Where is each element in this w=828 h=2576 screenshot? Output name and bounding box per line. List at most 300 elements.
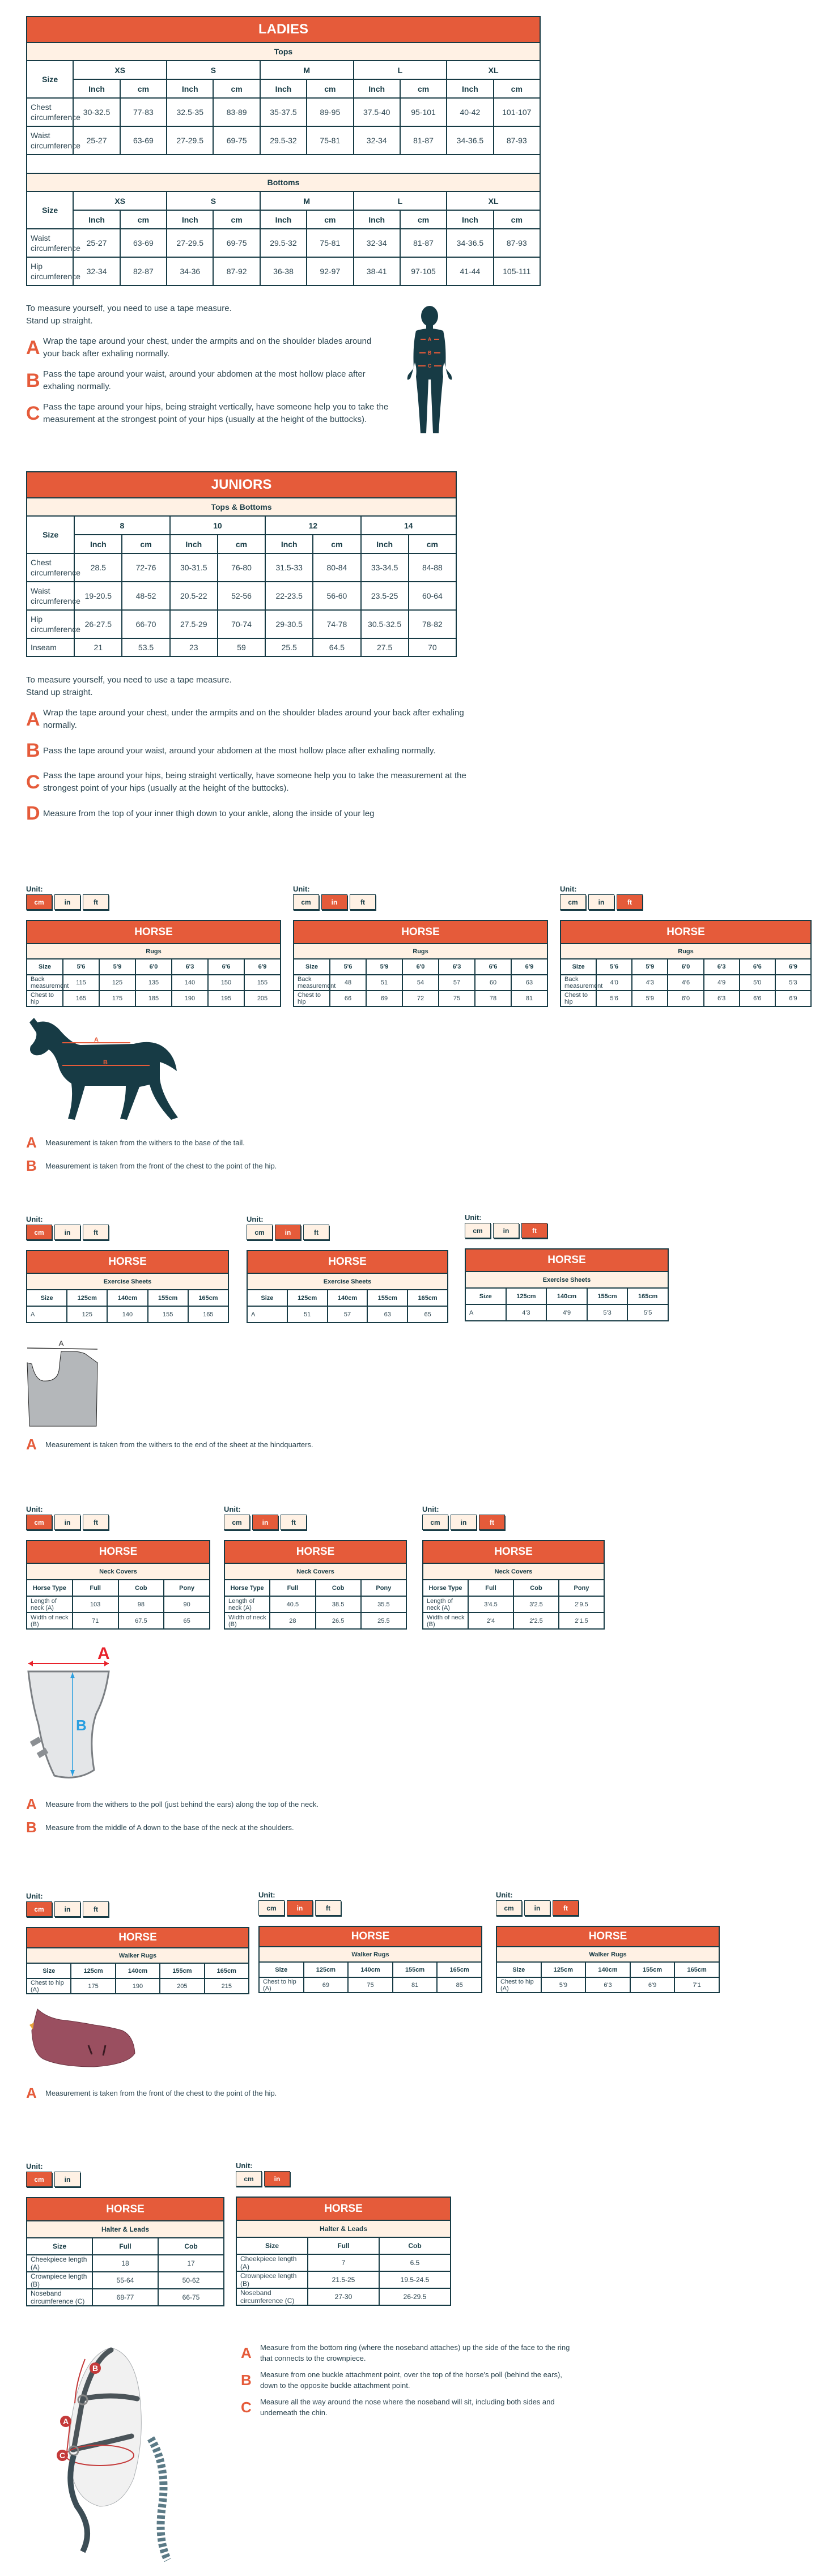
table-title: HORSE — [496, 1926, 719, 1947]
unit-label: Unit: — [496, 1891, 513, 1899]
column-header: 6'6 — [475, 959, 511, 975]
size-m: M — [260, 191, 354, 210]
cell-value: 35.5 — [361, 1596, 406, 1613]
column-header: Cob — [379, 2237, 451, 2254]
cell-value: 85 — [437, 1977, 482, 1993]
unit-label: Unit: — [293, 885, 310, 893]
row-label: Length of neck (A) — [224, 1596, 270, 1613]
cell-value: 66 — [330, 991, 366, 1006]
table-subtitle: Rugs — [27, 944, 281, 959]
note-letter: B — [26, 1157, 37, 1174]
unit-header-inch: Inch — [170, 535, 218, 553]
cell-value: 2'4 — [468, 1613, 513, 1629]
column-header: 140cm — [348, 1962, 393, 1977]
cell-value: 4'9 — [546, 1304, 587, 1321]
row-label: Length of neck (A) — [27, 1596, 73, 1613]
cell-value: 90 — [164, 1596, 210, 1613]
cell-value: 34-36.5 — [447, 229, 493, 257]
unit-button-ft[interactable]: ft — [553, 1900, 579, 1916]
table-row — [27, 553, 456, 582]
cell-value: 64.5 — [313, 638, 360, 656]
exercise-in-chart — [247, 1215, 448, 1323]
unit-selector — [293, 894, 548, 910]
column-header: 5'6 — [596, 959, 632, 975]
step-letter: C — [26, 771, 40, 793]
row-label: A — [247, 1306, 287, 1323]
step-text: Pass the tape around your hips, being straight vertically, have someone help you to take the measurement at the strongest point of your hips (usually at the height of the buttocks). — [43, 402, 389, 424]
unit-button-ft[interactable]: ft — [479, 1515, 505, 1530]
column-header: 6'3 — [439, 959, 475, 975]
unit-header-cm: cm — [213, 79, 260, 98]
unit-button-in[interactable]: in — [54, 894, 80, 910]
unit-button-cm[interactable]: cm — [224, 1515, 250, 1530]
note-letter: A — [26, 2084, 37, 2101]
cell-value: 72 — [402, 991, 439, 1006]
unit-button-cm[interactable]: cm — [293, 894, 319, 910]
table-row — [27, 1596, 210, 1613]
unit-button-cm[interactable]: cm — [258, 1900, 285, 1916]
section-subtitle: Bottoms — [27, 173, 540, 191]
column-header: Horse Type — [27, 1580, 73, 1596]
cell-value: 17 — [158, 2255, 224, 2272]
unit-button-in[interactable]: in — [54, 1225, 80, 1240]
table-title: HORSE — [247, 1251, 448, 1273]
cell-value: 6.5 — [379, 2254, 451, 2271]
cell-value: 38.5 — [316, 1596, 361, 1613]
cell-value: 25.5 — [361, 1613, 406, 1629]
horse-size-table — [258, 1926, 482, 1993]
header-row — [423, 1580, 604, 1596]
intro-line: Stand up straight. — [26, 316, 93, 326]
unit-header-inch: Inch — [354, 79, 400, 98]
note-letter: A — [241, 2344, 252, 2361]
column-header: Full — [308, 2237, 379, 2254]
unit-button-cm[interactable]: cm — [465, 1223, 491, 1238]
cell-value: 51 — [287, 1306, 328, 1323]
unit-button-in[interactable]: in — [54, 1901, 80, 1917]
table-title: JUNIORS — [27, 472, 456, 498]
cell-value: 97-105 — [400, 257, 447, 285]
row-label: Chest to hip (A) — [27, 1978, 71, 1994]
ladies-table — [26, 16, 541, 286]
row-label: Back measurement — [294, 975, 330, 991]
cell-value: 25-27 — [73, 229, 120, 257]
cell-value: 69-75 — [213, 229, 260, 257]
column-header: Size — [247, 1290, 287, 1306]
table-row — [561, 991, 811, 1006]
unit-button-in[interactable]: in — [264, 2171, 290, 2186]
column-header: 165cm — [407, 1290, 448, 1306]
cell-value: 38-41 — [354, 257, 400, 285]
column-header: 6'0 — [668, 959, 703, 975]
unit-selector — [465, 1223, 669, 1238]
cell-value: 78 — [475, 991, 511, 1006]
row-label: Chest to hip — [27, 991, 63, 1006]
table-row — [27, 229, 540, 257]
column-header: 165cm — [437, 1962, 482, 1977]
size-header: Size — [27, 61, 73, 98]
unit-button-in[interactable]: in — [287, 1900, 313, 1916]
cell-value: 75 — [348, 1977, 393, 1993]
unit-button-ft[interactable]: ft — [281, 1515, 307, 1530]
unit-header-cm: cm — [307, 210, 353, 229]
unit-button-cm[interactable]: cm — [496, 1900, 522, 1916]
neck-cm-chart — [26, 1505, 210, 1630]
unit-button-ft[interactable]: ft — [83, 1225, 109, 1240]
cell-value: 37.5-40 — [354, 98, 400, 126]
unit-button-ft[interactable]: ft — [83, 1901, 109, 1917]
size-s: S — [167, 61, 260, 79]
note-text: Measure all the way around the nose where the noseband will sit, including both sides and underneath the chin. — [260, 2398, 555, 2417]
note-text: Measure from the bottom ring (where the noseband attaches) up the side of the face to the ring that connects to the crownpiece. — [260, 2343, 570, 2362]
size-xs: XS — [73, 191, 167, 210]
cell-value: 81 — [511, 991, 547, 1006]
column-header: 125cm — [304, 1962, 349, 1977]
header-row — [561, 959, 811, 975]
cell-value: 31.5-33 — [265, 553, 313, 582]
cell-value: 30-31.5 — [170, 553, 218, 582]
table-title: HORSE — [27, 1541, 210, 1563]
cell-value: 74-78 — [313, 610, 360, 638]
unit-header-inch: Inch — [265, 535, 313, 553]
cell-value: 125 — [67, 1306, 107, 1323]
cell-value: 125 — [99, 975, 135, 991]
figure-label-a: A — [94, 1037, 99, 1043]
unit-selector — [26, 1901, 249, 1917]
column-header: 125cm — [506, 1288, 547, 1304]
unit-button-in[interactable]: in — [451, 1515, 477, 1530]
cell-value: 48-52 — [122, 582, 169, 610]
column-header: 165cm — [674, 1962, 719, 1977]
header-row — [294, 959, 547, 975]
unit-selector — [247, 1225, 448, 1240]
cell-value: 26-29.5 — [379, 2288, 451, 2305]
cell-value: 2'1.5 — [559, 1613, 604, 1629]
column-header: 6'0 — [135, 959, 172, 975]
unit-header-inch: Inch — [74, 535, 122, 553]
table-row — [27, 2289, 224, 2306]
unit-label: Unit: — [465, 1213, 482, 1222]
note-text: Measure from the middle of A down to the base of the neck at the shoulders. — [45, 1823, 294, 1832]
column-header: Pony — [164, 1580, 210, 1596]
cell-value: 66-70 — [122, 610, 169, 638]
unit-header-inch: Inch — [260, 210, 307, 229]
cell-value: 78-82 — [409, 610, 456, 638]
unit-header-inch: Inch — [73, 79, 120, 98]
cell-value: 80-84 — [313, 553, 360, 582]
cell-value: 155 — [244, 975, 281, 991]
spacer-row — [27, 155, 540, 173]
column-header: 140cm — [585, 1962, 630, 1977]
cell-value: 26-27.5 — [74, 610, 122, 638]
unit-label: Unit: — [26, 1892, 43, 1900]
figure-label-b: B — [76, 1717, 87, 1734]
row-label: Chest to hip — [294, 991, 330, 1006]
cell-value: 70-74 — [218, 610, 265, 638]
walker-rug-figure — [26, 2008, 139, 2070]
row-label: Waist circumference — [27, 229, 73, 257]
juniors-size-chart — [26, 471, 457, 657]
horse-silhouette-figure — [26, 1017, 190, 1130]
column-header: 6'6 — [740, 959, 775, 975]
table-row — [423, 1613, 604, 1629]
cell-value: 25-27 — [73, 126, 120, 155]
table-row — [465, 1304, 668, 1321]
column-header: 5'9 — [99, 959, 135, 975]
walker-ft-chart — [496, 1891, 720, 1993]
unit-header-inch: Inch — [73, 210, 120, 229]
unit-button-in[interactable]: in — [54, 2172, 80, 2187]
note-text: Measurement is taken from the front of the chest to the point of the hip. — [45, 1162, 277, 1170]
size-table-wrap — [236, 2197, 451, 2306]
step-text: Wrap the tape around your chest, under the armpits and on the shoulder blades around your back after exhaling normally. — [43, 336, 372, 359]
unit-selector — [26, 2172, 224, 2187]
unit-button-cm[interactable]: cm — [560, 894, 586, 910]
cell-value: 5'9 — [541, 1977, 586, 1993]
figure-label-c: C — [59, 2451, 66, 2460]
cell-value: 22-23.5 — [265, 582, 313, 610]
size-header: Size — [27, 191, 73, 229]
unit-button-in[interactable]: in — [321, 894, 347, 910]
intro-line: To measure yourself, you need to use a tape measure. — [26, 675, 232, 685]
measure-step — [26, 740, 491, 762]
unit-label: Unit: — [560, 885, 577, 893]
measure-step — [26, 707, 491, 732]
cell-value: 5'5 — [627, 1304, 668, 1321]
size-10: 10 — [170, 516, 265, 535]
cell-value: 4'3 — [632, 975, 668, 991]
cell-value: 205 — [160, 1978, 204, 1994]
table-subtitle: Neck Covers — [27, 1563, 210, 1580]
horse-size-table — [422, 1540, 605, 1630]
unit-button-ft[interactable]: ft — [83, 894, 109, 910]
unit-button-cm[interactable]: cm — [236, 2171, 262, 2186]
cell-value: 27.5-29 — [170, 610, 218, 638]
unit-button-cm[interactable]: cm — [26, 1225, 52, 1240]
column-header: 140cm — [328, 1290, 368, 1306]
unit-button-in[interactable]: in — [275, 1225, 301, 1240]
unit-selector — [496, 1900, 720, 1916]
column-header: 5'9 — [632, 959, 668, 975]
unit-button-ft[interactable]: ft — [521, 1223, 547, 1238]
column-header: Horse Type — [224, 1580, 270, 1596]
table-subtitle: Rugs — [561, 944, 811, 959]
unit-button-in[interactable]: in — [54, 1515, 80, 1530]
cell-value: 63 — [367, 1306, 407, 1323]
table-row — [259, 1977, 482, 1993]
unit-button-in[interactable]: in — [588, 894, 614, 910]
size-m: M — [260, 61, 354, 79]
column-header: 6'3 — [704, 959, 740, 975]
size-table-wrap — [26, 1250, 229, 1323]
cell-value: 140 — [172, 975, 208, 991]
table-subtitle: Walker Rugs — [259, 1947, 482, 1962]
column-header: 155cm — [160, 1963, 204, 1978]
cell-value: 103 — [73, 1596, 118, 1613]
unit-button-cm[interactable]: cm — [247, 1225, 273, 1240]
step-text: Pass the tape around your waist, around your abdomen at the most hollow place after exhaling normally. — [43, 369, 366, 391]
cell-value: 87-93 — [494, 126, 540, 155]
measure-step — [26, 335, 389, 360]
column-header: Size — [465, 1288, 506, 1304]
size-l: L — [354, 191, 447, 210]
table-row — [27, 1306, 228, 1323]
cell-value: 32-34 — [354, 229, 400, 257]
column-header: Full — [270, 1580, 315, 1596]
unit-button-cm[interactable]: cm — [422, 1515, 448, 1530]
table-subtitle: Walker Rugs — [27, 1948, 249, 1963]
neck-ft-chart — [422, 1505, 605, 1630]
size-12: 12 — [265, 516, 360, 535]
figure-label-b: B — [103, 1059, 108, 1066]
table-row — [27, 2255, 224, 2272]
column-header: Size — [561, 959, 596, 975]
exercise-notes — [26, 1436, 366, 1459]
cell-value: 2'9.5 — [559, 1596, 604, 1613]
cell-value: 5'0 — [740, 975, 775, 991]
halter-notes — [241, 2342, 581, 2424]
table-subtitle: Exercise Sheets — [465, 1272, 668, 1288]
unit-button-in[interactable]: in — [493, 1223, 519, 1238]
unit-button-ft[interactable]: ft — [350, 894, 376, 910]
cell-value: 5'6 — [596, 991, 632, 1006]
cell-value: 53.5 — [122, 638, 169, 656]
cell-value: 48 — [330, 975, 366, 991]
row-label: Crownpiece length (B) — [27, 2272, 92, 2289]
unit-label: Unit: — [26, 1505, 43, 1513]
cell-value: 21.5-25 — [308, 2271, 379, 2288]
unit-button-ft[interactable]: ft — [617, 894, 643, 910]
guide-intro-text — [26, 302, 389, 327]
table-title: HORSE — [561, 920, 811, 944]
cell-value: 215 — [205, 1978, 249, 1994]
table-row — [294, 991, 547, 1006]
row-label: Back measurement — [561, 975, 596, 991]
horse-size-table — [26, 2197, 224, 2306]
horse-size-table — [465, 1248, 669, 1321]
cell-value: 41-44 — [447, 257, 493, 285]
cell-value: 4'9 — [704, 975, 740, 991]
size-s: S — [167, 191, 260, 210]
unit-label: Unit: — [224, 1505, 241, 1513]
unit-label: Unit: — [26, 885, 43, 893]
unit-button-in[interactable]: in — [252, 1515, 278, 1530]
unit-header-cm: cm — [213, 210, 260, 229]
halter-cm-chart — [26, 2162, 224, 2306]
cell-value: 60-64 — [409, 582, 456, 610]
unit-label: Unit: — [258, 1891, 275, 1899]
size-table-wrap — [560, 920, 812, 1007]
cell-value: 71 — [73, 1613, 118, 1629]
table-title: HORSE — [465, 1249, 668, 1272]
note-letter: B — [241, 2371, 252, 2389]
cell-value: 4'3 — [506, 1304, 547, 1321]
unit-selector — [236, 2171, 451, 2186]
cell-value: 165 — [63, 991, 99, 1006]
table-row — [27, 1613, 210, 1629]
row-label: Chest to hip (A) — [259, 1977, 304, 1993]
cell-value: 175 — [99, 991, 135, 1006]
cell-value: 19.5-24.5 — [379, 2271, 451, 2288]
step-text: Pass the tape around your waist, around your abdomen at the most hollow place after exhaling normally. — [43, 745, 436, 756]
row-label: Hip circumference — [27, 610, 74, 638]
measurement-note — [26, 1436, 366, 1453]
unit-button-cm[interactable]: cm — [26, 1901, 52, 1917]
unit-button-cm[interactable]: cm — [26, 2172, 52, 2187]
unit-header-cm: cm — [120, 210, 167, 229]
horse-size-table — [560, 920, 812, 1007]
cell-value: 6'3 — [704, 991, 740, 1006]
cell-value: 29.5-32 — [260, 229, 307, 257]
cell-value: 33-34.5 — [361, 553, 409, 582]
cell-value: 54 — [402, 975, 439, 991]
row-label: Width of neck (B) — [27, 1613, 73, 1629]
cell-value: 155 — [148, 1306, 188, 1323]
cell-value: 27.5 — [361, 638, 409, 656]
unit-header-cm: cm — [218, 535, 265, 553]
cell-value: 195 — [208, 991, 244, 1006]
column-header: 155cm — [630, 1962, 675, 1977]
cell-value: 105-111 — [494, 257, 540, 285]
cell-value: 25.5 — [265, 638, 313, 656]
step-letter: C — [26, 402, 40, 424]
unit-button-ft[interactable]: ft — [303, 1225, 329, 1240]
cell-value: 95-101 — [400, 98, 447, 126]
row-label: Back measurement — [27, 975, 63, 991]
table-title: HORSE — [423, 1541, 604, 1563]
unit-header-cm: cm — [494, 210, 540, 229]
column-header: 155cm — [148, 1290, 188, 1306]
column-header: 140cm — [107, 1290, 147, 1306]
size-header: Size — [27, 516, 74, 553]
unit-button-ft[interactable]: ft — [83, 1515, 109, 1530]
column-header: Size — [27, 1290, 67, 1306]
row-label: Width of neck (B) — [224, 1613, 270, 1629]
figure-label-c: C — [427, 363, 432, 369]
exercise-sheet-figure — [26, 1337, 103, 1427]
row-label: A — [27, 1306, 67, 1323]
horse-size-table — [26, 1540, 210, 1630]
step-letter: A — [26, 708, 40, 730]
cell-value: 98 — [118, 1596, 164, 1613]
table-row — [236, 2271, 451, 2288]
unit-button-cm[interactable]: cm — [26, 1515, 52, 1530]
unit-button-in[interactable]: in — [524, 1900, 550, 1916]
cell-value: 40.5 — [270, 1596, 315, 1613]
cell-value: 7 — [308, 2254, 379, 2271]
table-row — [27, 610, 456, 638]
unit-button-ft[interactable]: ft — [315, 1900, 341, 1916]
juniors-table — [26, 471, 457, 657]
cell-value: 87-93 — [494, 229, 540, 257]
step-text: Pass the tape around your hips, being straight vertically, have someone help you to take the measurement at the strongest point of your hips (usually at the height of the buttocks). — [43, 771, 466, 793]
cell-value: 32-34 — [354, 126, 400, 155]
size-8: 8 — [74, 516, 169, 535]
size-table-wrap — [258, 1926, 482, 1993]
unit-selector — [560, 894, 812, 910]
unit-button-cm[interactable]: cm — [26, 894, 52, 910]
cell-value: 76-80 — [218, 553, 265, 582]
guide-intro-text — [26, 674, 491, 699]
note-text: Measure from one buckle attachment point, over the top of the horse's poll (behind the ears), down to the opposite buckle attachment point. — [260, 2370, 562, 2390]
column-header: 6'6 — [208, 959, 244, 975]
unit-header-cm: cm — [494, 79, 540, 98]
cell-value: 57 — [439, 975, 475, 991]
column-header: Size — [294, 959, 330, 975]
column-header: 155cm — [367, 1290, 407, 1306]
table-subtitle: Halter & Leads — [27, 2221, 224, 2238]
table-subtitle: Exercise Sheets — [247, 1273, 448, 1290]
